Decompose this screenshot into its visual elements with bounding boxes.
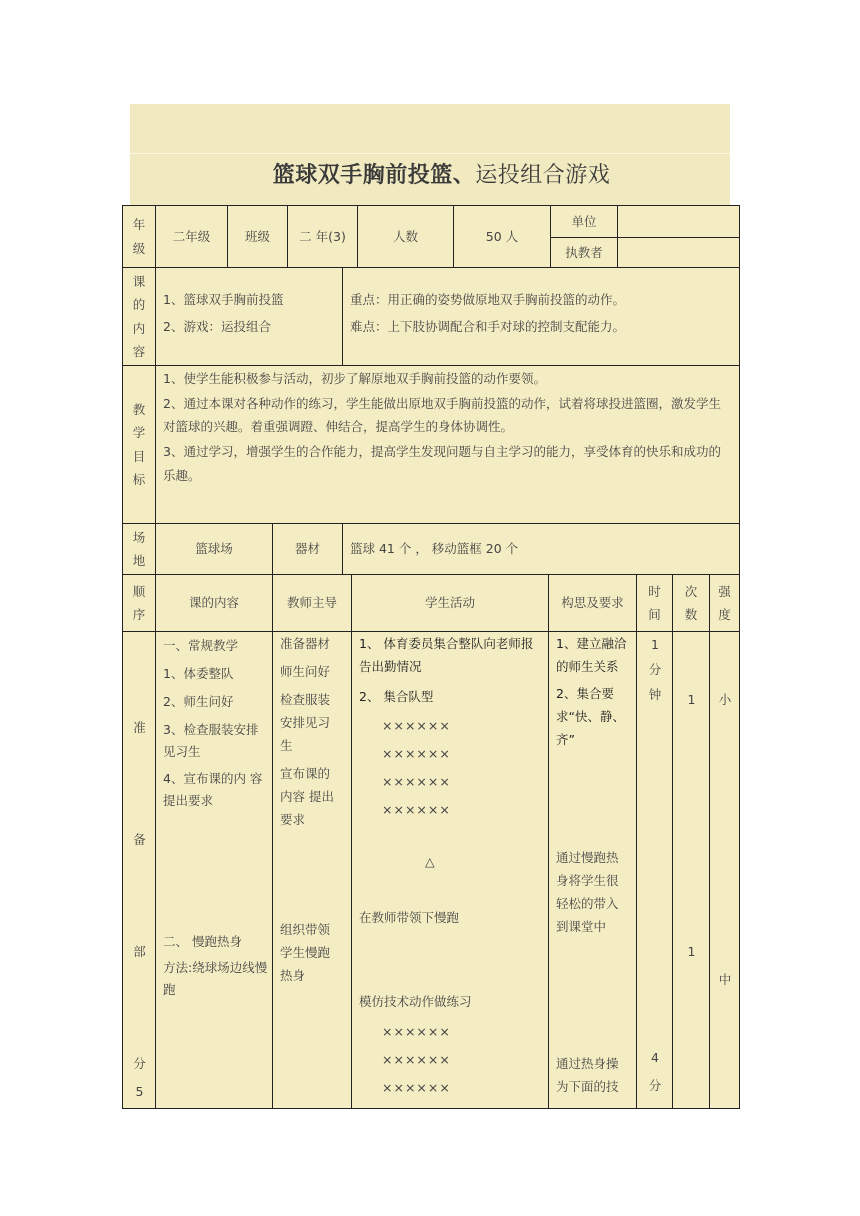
class-value: 二 年(3) <box>288 206 358 268</box>
formation-grid <box>382 712 451 824</box>
venue-value: 篮球场 <box>156 524 273 575</box>
section-time <box>637 632 673 1109</box>
formation-row: ×××××× <box>382 774 451 789</box>
idea-item-1: 1、建立融洽的师生关系 <box>556 636 627 674</box>
idea-warm-note: 通过热身操为下面的技 <box>556 1056 619 1094</box>
title-separator: 、 <box>452 163 476 188</box>
idea-jog-note: 通过慢跑热身将学生很轻松的带入到课堂中 <box>556 850 619 934</box>
goal-item: 3、通过学习，增强学生的合作能力，提高学生发现问题与自主学习的能力，享受体育的快乐和成功的乐趣。 <box>163 444 721 483</box>
imitate-activity: 模仿技术动作做练习 <box>359 994 472 1009</box>
section-content <box>156 632 273 1109</box>
title-band-divider <box>130 153 730 154</box>
section-label-char: 准 <box>133 720 146 735</box>
routine-title: 一、常规教学 <box>163 638 239 653</box>
teacher-label: 执教者 <box>551 238 618 268</box>
time-1: 1 分 钟 <box>648 637 662 702</box>
goals-items <box>156 366 740 524</box>
section-idea <box>549 632 637 1109</box>
teacher-action: 准备器材 <box>280 636 331 651</box>
col-intensity: 强 度 <box>710 575 740 632</box>
title-band <box>130 104 730 205</box>
col-order: 顺 序 <box>123 575 156 632</box>
col-idea: 构思及要求 <box>549 575 637 632</box>
routine-item: 1、体委整队 <box>163 666 234 681</box>
teacher-action: 热身 <box>280 968 306 983</box>
col-times: 次 数 <box>673 575 710 632</box>
unit-value <box>618 206 740 238</box>
formation-row: ×××××× <box>382 718 451 733</box>
class-label: 班级 <box>228 206 288 268</box>
teacher-action: 生 <box>280 738 293 753</box>
teacher-jog-actions <box>280 918 348 987</box>
section-label <box>123 632 156 1109</box>
section-label-char: 分 <box>133 1056 146 1071</box>
times-1: 1 <box>687 692 696 707</box>
teacher-action: 组织带领 <box>280 922 331 937</box>
difficulty-text: 难点：上下肢协调配合和手对球的控制支配能力。 <box>350 319 626 335</box>
teacher-action: 安排见习 <box>280 715 331 730</box>
idea-item-2: 2、集合要求“快、静、齐” <box>556 686 625 747</box>
key-point-text: 重点：用正确的姿势做原地双手胸前投篮的动作。 <box>350 292 626 307</box>
header-table <box>122 205 740 268</box>
grade-label: 年 级 <box>123 206 156 268</box>
student-item-2: 2、 集合队型 <box>359 689 434 704</box>
goal-item: 2、通过本课对各种动作的练习，学生能做出原地双手胸前投篮的动作，试着将球投进篮圈，激发学生对篮球的兴趣。着重强调蹬、伸结合，提高学生的身体协调性。 <box>163 396 721 435</box>
teacher-value <box>618 238 740 268</box>
formation-row: ×××××× <box>382 1052 451 1067</box>
content-label: 课 的 内 容 <box>123 268 156 366</box>
teacher-action: 检查服装 <box>280 692 331 707</box>
student-item-1: 1、 体育委员集合整队向老师报告出勤情况 <box>359 636 534 674</box>
content-item: 1、篮球双手胸前投篮 <box>163 292 284 307</box>
title-rest: 运投组合游戏 <box>475 163 611 188</box>
teacher-position-mark: △ <box>425 854 435 869</box>
activity-table <box>122 574 740 1109</box>
time-2: 4 分 <box>648 1050 662 1093</box>
teacher-action: 师生问好 <box>280 664 331 679</box>
routine-item: 2、师生问好 <box>163 694 234 709</box>
content-items <box>156 268 343 366</box>
section-times <box>673 632 710 1109</box>
formation-row: ×××××× <box>382 1024 451 1039</box>
section-label-char: 备 <box>133 832 146 847</box>
col-student: 学生活动 <box>352 575 549 632</box>
teacher-action: 内容 提出 <box>280 789 334 804</box>
teacher-action: 宣布课的 <box>280 766 331 781</box>
goal-item: 1、使学生能积极参与活动，初步了解原地双手胸前投篮的动作要领。 <box>163 371 546 386</box>
title-main: 篮球双手胸前投篮 <box>272 163 453 188</box>
equipment-label: 器材 <box>273 524 343 575</box>
section-student <box>352 632 549 1109</box>
teacher-actions <box>280 632 348 831</box>
times-2: 1 <box>687 944 696 959</box>
routine-block <box>163 632 269 812</box>
intensity-2: 中 <box>718 972 732 987</box>
jog-title: 二、 慢跑热身 <box>163 934 242 949</box>
routine-item: 4、宣布课的内 容 提出要求 <box>163 771 263 808</box>
col-content: 课的内容 <box>156 575 273 632</box>
formation-row: ×××××× <box>382 1080 451 1095</box>
unit-label: 单位 <box>551 206 618 238</box>
col-time: 时 间 <box>637 575 673 632</box>
key-points <box>343 268 740 366</box>
routine-item: 3、检查服装安排见习生 <box>163 722 259 759</box>
formation-row: ×××××× <box>382 802 451 817</box>
content-item: 2、游戏：运投组合 <box>163 319 271 335</box>
jog-method: 方法:绕球场边线慢跑 <box>163 960 268 998</box>
section-intensity <box>710 632 740 1109</box>
teacher-action: 要求 <box>280 812 306 827</box>
teacher-action: 学生慢跑 <box>280 945 331 960</box>
grade-value: 二年级 <box>156 206 228 268</box>
intensity-1: 小 <box>718 692 732 707</box>
formation-row: ×××××× <box>382 746 451 761</box>
col-teacher: 教师主导 <box>273 575 352 632</box>
jog-activity: 在教师带领下慢跑 <box>359 910 460 925</box>
content-table <box>122 267 740 575</box>
equipment-value: 篮球 41 个 ， 移动篮框 20 个 <box>343 524 740 575</box>
formation-grid-2 <box>382 1018 451 1102</box>
section-label-char: 部 <box>133 944 146 959</box>
count-label: 人数 <box>358 206 454 268</box>
lesson-plan-tables <box>122 205 739 1109</box>
goals-label: 教 学 目 标 <box>123 366 156 524</box>
section-teacher <box>273 632 352 1109</box>
section-label-char: 5 <box>135 1084 144 1099</box>
jog-block <box>163 930 269 1001</box>
page-title <box>130 158 753 189</box>
count-value: 50 人 <box>454 206 551 268</box>
venue-label: 场 地 <box>123 524 156 575</box>
